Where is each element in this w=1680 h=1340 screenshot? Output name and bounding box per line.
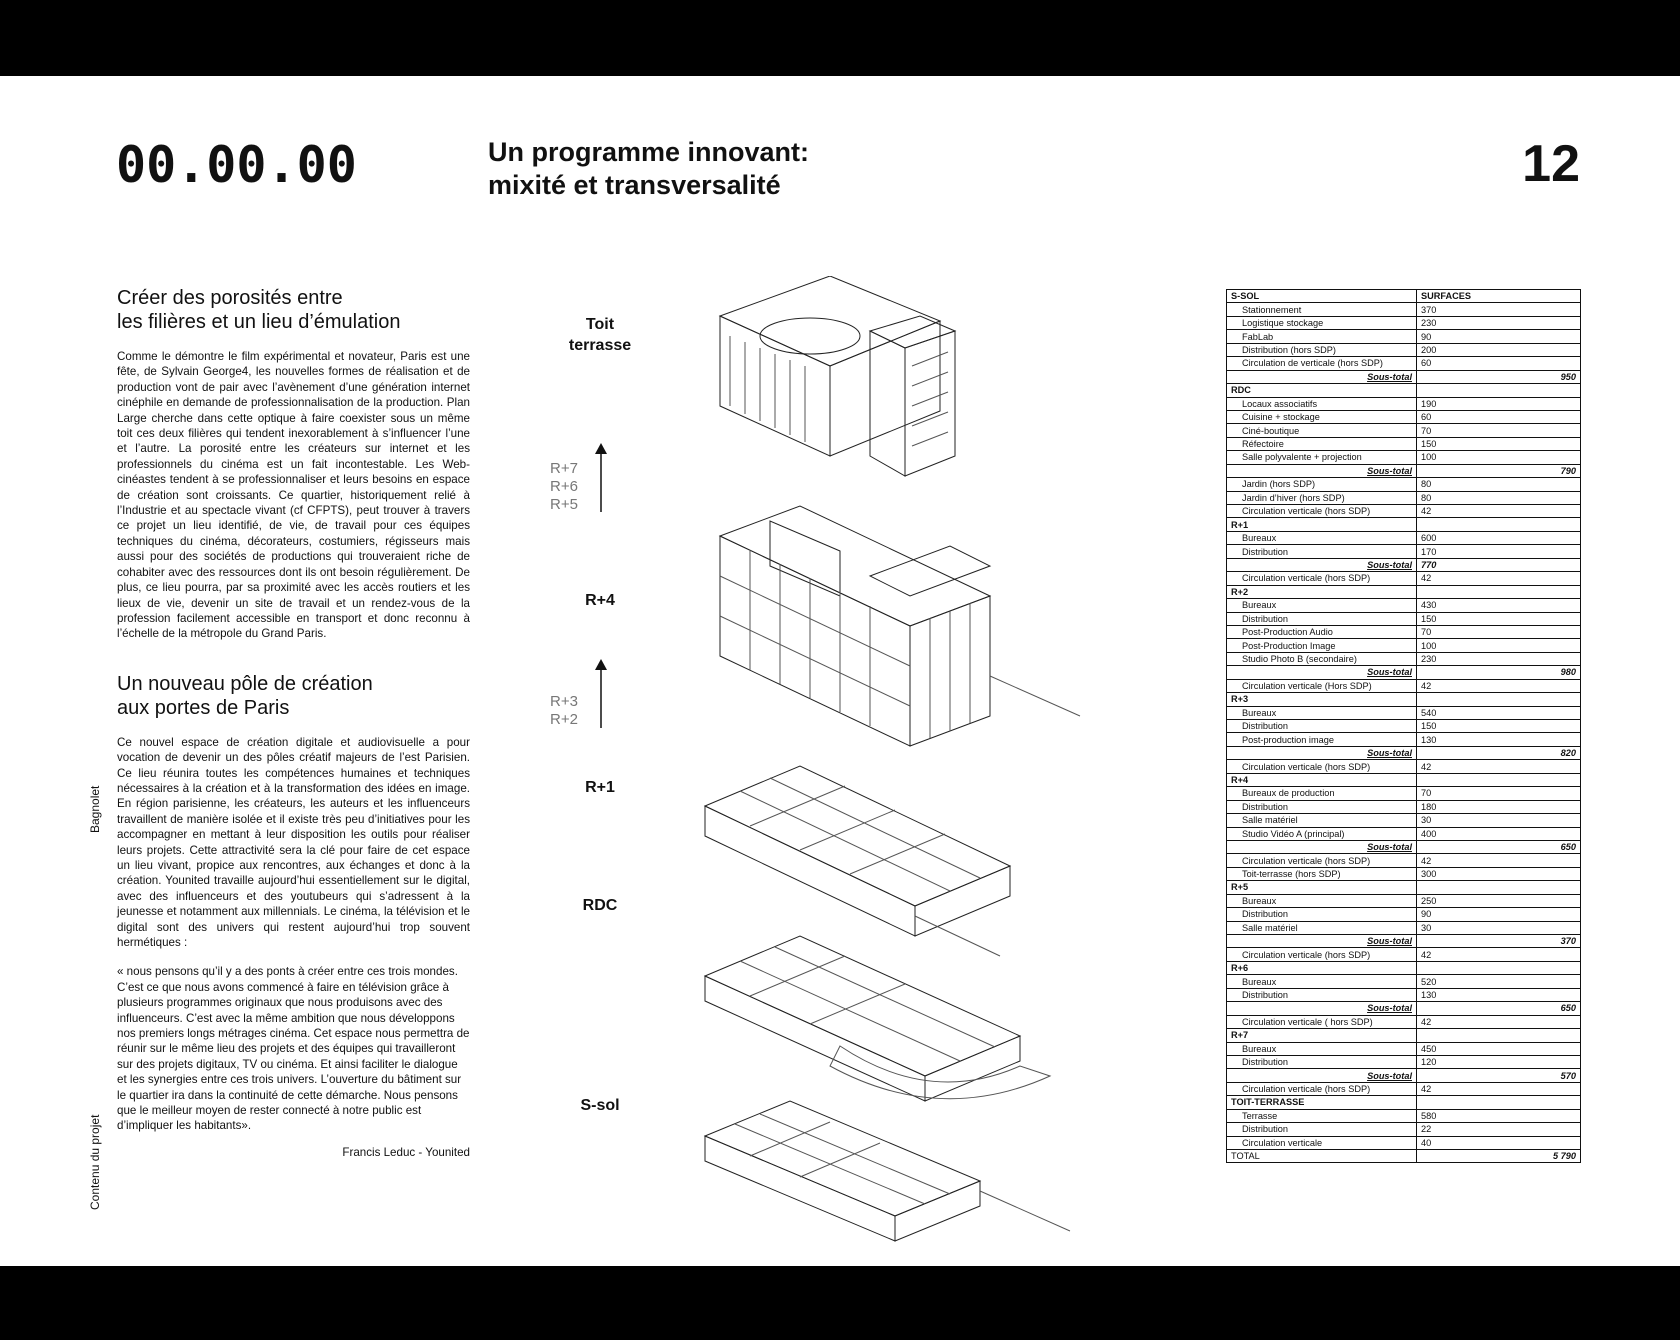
table-cell-value: SURFACES (1417, 290, 1581, 303)
table-cell-value: 250 (1417, 894, 1581, 907)
isometric-building-illustration (690, 276, 1090, 1246)
table-cell-label: TOTAL (1227, 1150, 1417, 1163)
table-cell-value: 90 (1417, 330, 1581, 343)
table-cell-label: Bureaux (1227, 599, 1417, 612)
table-cell-label: Circulation verticale (Hors SDP) (1227, 679, 1417, 692)
table-cell-label: Locaux associatifs (1227, 397, 1417, 410)
page (0, 76, 1680, 1266)
page-title-line2: mixité et transversalité (488, 170, 781, 200)
page-title-line1: Un programme innovant: (488, 137, 810, 167)
section1-heading-line1: Créer des porosités entre (117, 287, 343, 309)
table-row (1227, 921, 1581, 934)
section1-heading (117, 286, 470, 334)
table-cell-value: 130 (1417, 988, 1581, 1001)
table-cell-value: 650 (1417, 840, 1581, 853)
table-cell-value: 80 (1417, 478, 1581, 491)
table-cell-value: 60 (1417, 357, 1581, 370)
table-cell-value: 80 (1417, 491, 1581, 504)
table-cell-value: 950 (1417, 370, 1581, 383)
section2-heading-line2: aux portes de Paris (117, 696, 290, 719)
table-row (1227, 410, 1581, 423)
table-cell-label: Distribution (hors SDP) (1227, 343, 1417, 356)
table-cell-label: Circulation verticale (hors SDP) (1227, 760, 1417, 773)
table-row (1227, 787, 1581, 800)
table-cell-value: 70 (1417, 787, 1581, 800)
table-row (1227, 1150, 1581, 1163)
table-row (1227, 545, 1581, 558)
table-cell-value: 980 (1417, 666, 1581, 679)
table-cell-label: R+4 (1227, 773, 1417, 786)
table-cell-label: Distribution (1227, 1055, 1417, 1068)
table-cell-value: 100 (1417, 451, 1581, 464)
table-row (1227, 894, 1581, 907)
section1-body: Comme le démontre le film expérimental et novateur, Paris est une fête, de Sylvain George4, les nouvelles formes de réalisation et de production vont de pair avec l’avènement d’une génération internet cinéphile en demande de professionnalisation de la production. Plan Large cherche dans cette optique à faire coexister sous un même toit ces deux filières qui tendent inexorablement à s’influencer l’une et l’autre. La porosité entre les créateurs sur internet et les professionnels du cinéma est un fait incontestable. Les Web-cinéastes tendent à se professionnaliser et leurs besoins en espace de création sont croissants. Ce quartier, historiquement relié à l’Industrie et au spectacle vivant (cf CFPTS), peut trouver à travers ce projet un lieu identifié, de vie, de travail pour ces équipes techniques du cinéma, décorateurs, costumiers, régisseurs mais aussi pour des sociétés de productions qui trouveraient riche de cohabiter avec des ressources dont ils ont besoin régulièrement. De plus, ce lieu pourra, par sa proximité avec les accès routiers et les lieux de vie, devenir un site de travail et un rendez-vous de la profession facilement accessible en transport et donc reconnu à l’échelle de la métropole du Grand Paris. (117, 350, 470, 641)
table-cell-label: Sous-total (1227, 370, 1417, 383)
table-row (1227, 1136, 1581, 1149)
table-cell-value: 450 (1417, 1042, 1581, 1055)
table-cell-value: 100 (1417, 639, 1581, 652)
table-row (1227, 1082, 1581, 1095)
table-cell-label: Studio Vidéo A (principal) (1227, 827, 1417, 840)
table-cell-label: Sous-total (1227, 464, 1417, 477)
r1-level-drawing (705, 766, 1010, 956)
level-r7: R+7 (550, 460, 578, 477)
table-row (1227, 961, 1581, 974)
table-cell-label: Circulation verticale (hors SDP) (1227, 505, 1417, 518)
table-cell-label: Salle polyvalente + projection (1227, 451, 1417, 464)
table-row (1227, 451, 1581, 464)
table-row (1227, 706, 1581, 719)
table-cell-label: Salle matériel (1227, 921, 1417, 934)
surfaces-table (1226, 289, 1581, 1163)
document-code: 00.00.00 (116, 136, 357, 194)
level-label-r1: R+1 (585, 779, 615, 796)
table-cell-label: Post-Production Audio (1227, 625, 1417, 638)
table-cell-label: Circulation verticale (hors SDP) (1227, 572, 1417, 585)
level-group-mid (534, 693, 594, 729)
table-row (1227, 558, 1581, 571)
table-row (1227, 1055, 1581, 1068)
table-cell-value: 150 (1417, 612, 1581, 625)
level-label-ssol: S-sol (580, 1097, 620, 1114)
level-label-rdc: RDC (582, 897, 618, 914)
table-row (1227, 397, 1581, 410)
table-cell-value: 580 (1417, 1109, 1581, 1122)
table-row (1227, 505, 1581, 518)
table-cell-value (1417, 773, 1581, 786)
table-cell-value: 570 (1417, 1069, 1581, 1082)
table-cell-label: R+1 (1227, 518, 1417, 531)
table-cell-value: 180 (1417, 800, 1581, 813)
table-cell-value: 200 (1417, 343, 1581, 356)
table-row (1227, 881, 1581, 894)
table-row (1227, 867, 1581, 880)
roof-terrace-drawing (720, 276, 955, 476)
table-row (1227, 1042, 1581, 1055)
r4-level-drawing (720, 506, 1080, 746)
table-row (1227, 424, 1581, 437)
section2-body: Ce nouvel espace de création digitale et audiovisuelle a pour vocation de devenir un des pôles créatif majeurs de l’est Parisien. Ce lieu réunira toutes les compétences humaines et techniques nécessaires à la création et à la transformation des idées en image. En région parisienne, les créateurs, les auteurs et les influenceurs travaillent de manière isolée et il existe très peu d’initiatives pour les accompagner en mettant à leur disposition les outils pour réaliser leurs projets. Cette attractivité sera la clé pour faire de cet espace un lieu vivant, propice aux rencontres, aux échanges et donc à la création. Younited travaille aujourd’hui essentiellement sur le digital, avec des influenceurs et des youtubeurs qui s’adressent à la jeunesse et notamment aux millennials. Le cinéma, la télévision et le digital sont des univers qui restent aujourd’hui trop souvent hermétiques : (117, 735, 470, 949)
table-row (1227, 464, 1581, 477)
table-row (1227, 1109, 1581, 1122)
table-row (1227, 854, 1581, 867)
table-cell-value: 820 (1417, 746, 1581, 759)
table-cell-label: FabLab (1227, 330, 1417, 343)
table-cell-label: Logistique stockage (1227, 316, 1417, 329)
table-cell-label: Circulation verticale ( hors SDP) (1227, 1015, 1417, 1028)
table-cell-label: Distribution (1227, 612, 1417, 625)
table-cell-label: R+6 (1227, 961, 1417, 974)
table-row (1227, 948, 1581, 961)
table-row (1227, 1123, 1581, 1136)
level-r3: R+3 (550, 693, 578, 710)
table-cell-label: Distribution (1227, 545, 1417, 558)
table-row (1227, 357, 1581, 370)
table-row (1227, 478, 1581, 491)
table-cell-label: Post-production image (1227, 733, 1417, 746)
level-group-upper (534, 460, 594, 514)
table-row (1227, 814, 1581, 827)
table-row (1227, 612, 1581, 625)
table-cell-value: 5 790 (1417, 1150, 1581, 1163)
table-cell-value: 22 (1417, 1123, 1581, 1136)
table-cell-label: Jardin (hors SDP) (1227, 478, 1417, 491)
table-row (1227, 666, 1581, 679)
table-row (1227, 720, 1581, 733)
table-row (1227, 975, 1581, 988)
level-r2: R+2 (550, 711, 578, 728)
text-column (117, 286, 470, 1159)
table-cell-value: 300 (1417, 867, 1581, 880)
level-label-toit-line2: terrasse (568, 337, 632, 354)
table-cell-label: Bureaux de production (1227, 787, 1417, 800)
table-cell-value (1417, 1096, 1581, 1109)
table-cell-value: 400 (1417, 827, 1581, 840)
level-label-toit-line1: Toit (585, 316, 615, 333)
table-cell-value: 150 (1417, 720, 1581, 733)
table-cell-label: Distribution (1227, 908, 1417, 921)
table-cell-value: 42 (1417, 948, 1581, 961)
table-row (1227, 290, 1581, 303)
table-cell-label: Sous-total (1227, 840, 1417, 853)
table-cell-value: 230 (1417, 316, 1581, 329)
table-cell-label: Bureaux (1227, 531, 1417, 544)
table-cell-value: 600 (1417, 531, 1581, 544)
table-cell-value: 90 (1417, 908, 1581, 921)
table-cell-label: Distribution (1227, 720, 1417, 733)
side-label-bagnolet: Bagnolet (88, 785, 102, 833)
table-cell-label: Stationnement (1227, 303, 1417, 316)
table-cell-label: Studio Photo B (secondaire) (1227, 652, 1417, 665)
table-row (1227, 733, 1581, 746)
table-cell-value: 650 (1417, 1002, 1581, 1015)
table-cell-value (1417, 585, 1581, 598)
table-cell-label: R+2 (1227, 585, 1417, 598)
table-cell-value: 540 (1417, 706, 1581, 719)
page-title (488, 136, 809, 202)
table-row (1227, 935, 1581, 948)
table-row (1227, 518, 1581, 531)
table-cell-label: Sous-total (1227, 935, 1417, 948)
table-row (1227, 760, 1581, 773)
table-cell-label: Sous-total (1227, 1002, 1417, 1015)
table-row (1227, 316, 1581, 329)
table-cell-label: Bureaux (1227, 706, 1417, 719)
table-cell-value: 70 (1417, 625, 1581, 638)
table-row (1227, 531, 1581, 544)
table-row (1227, 1015, 1581, 1028)
table-cell-label: R+7 (1227, 1029, 1417, 1042)
table-cell-value: 120 (1417, 1055, 1581, 1068)
table-row (1227, 1069, 1581, 1082)
table-cell-value (1417, 961, 1581, 974)
table-cell-label: Circulation verticale (hors SDP) (1227, 948, 1417, 961)
table-cell-value: 40 (1417, 1136, 1581, 1149)
level-label-r4: R+4 (585, 592, 615, 609)
level-r6: R+6 (550, 478, 578, 495)
table-cell-label: R+3 (1227, 693, 1417, 706)
table-cell-label: Sous-total (1227, 666, 1417, 679)
side-label-contenu: Contenu du projet (88, 1114, 102, 1210)
table-cell-label: Sous-total (1227, 746, 1417, 759)
table-row (1227, 908, 1581, 921)
table-cell-value: 42 (1417, 1015, 1581, 1028)
table-row (1227, 800, 1581, 813)
table-cell-label: Sous-total (1227, 558, 1417, 571)
table-cell-label: Post-Production Image (1227, 639, 1417, 652)
table-row (1227, 693, 1581, 706)
table-cell-label: Ciné-boutique (1227, 424, 1417, 437)
table-cell-value: 42 (1417, 572, 1581, 585)
section1-heading-line2: les filières et un lieu d’émulation (117, 311, 401, 333)
table-cell-label: Bureaux (1227, 1042, 1417, 1055)
table-row (1227, 746, 1581, 759)
quote-signature: Francis Leduc - Younited (342, 1145, 470, 1159)
table-cell-value: 170 (1417, 545, 1581, 558)
table-cell-label: Distribution (1227, 988, 1417, 1001)
table-cell-value: 42 (1417, 679, 1581, 692)
table-cell-value: 42 (1417, 505, 1581, 518)
table-row (1227, 639, 1581, 652)
table-row (1227, 585, 1581, 598)
table-cell-value: 370 (1417, 935, 1581, 948)
table-cell-label: Cuisine + stockage (1227, 410, 1417, 423)
table-row (1227, 384, 1581, 397)
table-row (1227, 840, 1581, 853)
table-cell-value: 370 (1417, 303, 1581, 316)
section2-heading-line1: Un nouveau pôle de création (117, 672, 373, 695)
table-cell-label: Jardin d’hiver (hors SDP) (1227, 491, 1417, 504)
table-cell-label: Terrasse (1227, 1109, 1417, 1122)
table-cell-value: 790 (1417, 464, 1581, 477)
table-cell-value: 130 (1417, 733, 1581, 746)
table-cell-label: S-SOL (1227, 290, 1417, 303)
table-row (1227, 1029, 1581, 1042)
table-cell-value (1417, 518, 1581, 531)
table-cell-value: 42 (1417, 1082, 1581, 1095)
table-row (1227, 988, 1581, 1001)
table-cell-value: 190 (1417, 397, 1581, 410)
table-row (1227, 303, 1581, 316)
table-row (1227, 572, 1581, 585)
table-cell-label: Bureaux (1227, 894, 1417, 907)
table-row (1227, 827, 1581, 840)
table-cell-value: 230 (1417, 652, 1581, 665)
up-arrow-icon (590, 658, 612, 730)
rdc-level-drawing (705, 936, 1050, 1101)
up-arrow-icon (590, 442, 612, 514)
table-row (1227, 773, 1581, 786)
table-cell-label: Salle matériel (1227, 814, 1417, 827)
table-row (1227, 1096, 1581, 1109)
table-cell-label: RDC (1227, 384, 1417, 397)
level-label-toit (540, 314, 660, 356)
table-cell-label: Circulation verticale (1227, 1136, 1417, 1149)
basement-level-drawing (705, 1101, 1070, 1241)
table-row (1227, 625, 1581, 638)
table-row (1227, 370, 1581, 383)
table-cell-label: Bureaux (1227, 975, 1417, 988)
table-cell-label: TOIT-TERRASSE (1227, 1096, 1417, 1109)
table-cell-label: Circulation verticale (hors SDP) (1227, 1082, 1417, 1095)
table-cell-value: 42 (1417, 854, 1581, 867)
table-cell-label: Circulation de verticale (hors SDP) (1227, 357, 1417, 370)
table-cell-label: Circulation verticale (hors SDP) (1227, 854, 1417, 867)
table-row (1227, 1002, 1581, 1015)
table-cell-label: Toit-terrasse (hors SDP) (1227, 867, 1417, 880)
table-cell-value: 520 (1417, 975, 1581, 988)
table-cell-value: 42 (1417, 760, 1581, 773)
table-row (1227, 343, 1581, 356)
table-cell-value (1417, 384, 1581, 397)
table-cell-value: 30 (1417, 814, 1581, 827)
section2-heading (117, 672, 470, 720)
table-row (1227, 437, 1581, 450)
table-row (1227, 652, 1581, 665)
table-cell-value: 150 (1417, 437, 1581, 450)
table-cell-label: Sous-total (1227, 1069, 1417, 1082)
table-row (1227, 599, 1581, 612)
table-cell-label: Distribution (1227, 1123, 1417, 1136)
table-cell-label: Distribution (1227, 800, 1417, 813)
table-cell-value: 770 (1417, 558, 1581, 571)
table-row (1227, 679, 1581, 692)
table-row (1227, 330, 1581, 343)
table-cell-label: Réfectoire (1227, 437, 1417, 450)
table-row (1227, 491, 1581, 504)
table-cell-value: 30 (1417, 921, 1581, 934)
level-r5: R+5 (550, 496, 578, 513)
table-cell-value: 430 (1417, 599, 1581, 612)
page-number: 12 (1522, 135, 1580, 193)
table-cell-value (1417, 881, 1581, 894)
table-cell-value: 70 (1417, 424, 1581, 437)
table-cell-value: 60 (1417, 410, 1581, 423)
table-cell-value (1417, 1029, 1581, 1042)
table-cell-value (1417, 693, 1581, 706)
table-cell-label: R+5 (1227, 881, 1417, 894)
section2-quote: « nous pensons qu’il y a des ponts à créer entre ces trois mondes. C’est ce que nous avons commencé à faire en télévision grâce à plusieurs programmes originaux que nous produisons avec des influenceurs. C’est avec la même ambition que nous développons nos premiers longs métrages cinéma. Cet espace nous permettra de réunir sur le même lieu des projets et des équipes qui travailleront sur des projets digitaux, TV ou cinéma. Et ainsi faciliter le dialogue et les synergies entre ces trois univers. L’ouverture du bâtiment sur le quartier ira dans la continuité de cette démarche. Nous pensons que le meilleur moyen de rester connecté à notre public est d’impliquer les habitants». (117, 965, 470, 1133)
